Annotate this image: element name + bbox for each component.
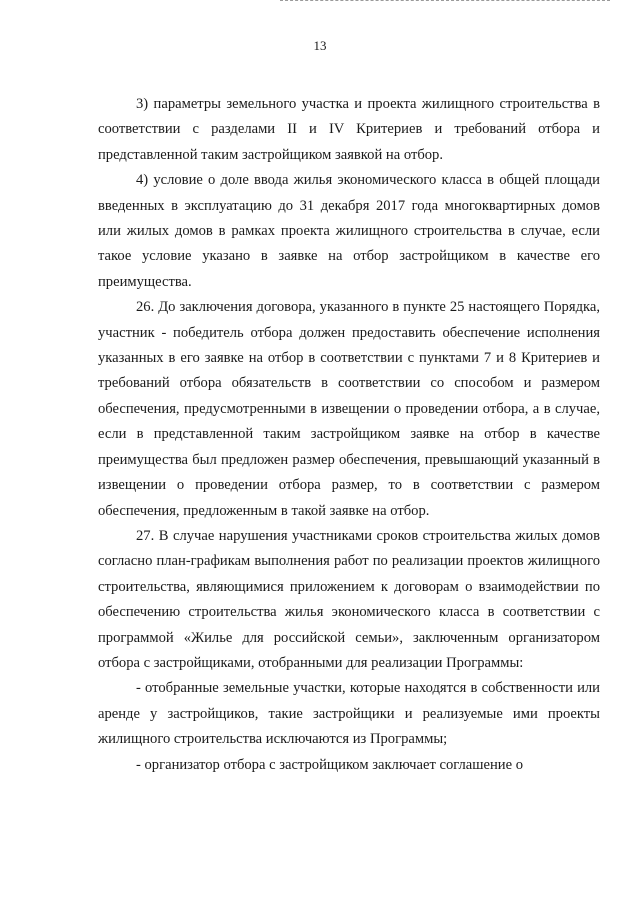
paragraph-clause-27: 27. В случае нарушения участниками сроков строительства жилых домов согласно план-графикам выполнения работ по реализации проектов жилищного строительства, являющимися приложением к договорам о взаимодействии по обеспечению строительства жилья экономического класса в соответствии с программой «Жилье для российской семьи», заключенным организатором отбора с застройщиками, отобранными для реализации Программы: (98, 527, 600, 671)
body-text (98, 92, 600, 778)
paragraph-bullet-1: - отобранные земельные участки, которые находятся в собственности или аренде у застройщиков, такие застройщики и реализуемые ими проекты жилищного строительства исключаются из Программы; (98, 680, 600, 748)
paragraph-clause-26: 26. До заключения договора, указанного в пункте 25 настоящего Порядка, участник - победитель отбора должен предоставить обеспечение исполнения указанных в его заявке на отбор в соответствии с пунктами 7 и 8 Критериев и требований отбора обязательств в соответствии со способом и размером обеспечения, предусмотренными в извещении о проведении отбора, а в случае, если в представленной таким застройщиком заявке на отбор в качестве преимущества был предложен размер обеспечения, превышающий указанный в извещении о проведении отбора размер, то в соответствии с размером обеспечения, предложенным в такой заявке на отбор. (98, 299, 600, 519)
top-scan-edge (280, 0, 610, 3)
paragraph-item-4: 4) условие о доле ввода жилья экономического класса в общей площади введенных в эксплуатацию до 31 декабря 2017 года многоквартирных домов или жилых домов в рамках проекта жилищного строительства в случае, если такое условие указано в заявке на отбор застройщиком в качестве его преимущества. (98, 172, 600, 290)
paragraph-item-3: 3) параметры земельного участка и проекта жилищного строительства в соответствии с разделами II и IV Критериев и требований отбора и представленной таким застройщиком заявкой на отбор. (98, 96, 600, 163)
paragraph-bullet-2: - организатор отбора с застройщиком заключает соглашение о (136, 756, 524, 773)
page-number: 13 (313, 38, 327, 53)
